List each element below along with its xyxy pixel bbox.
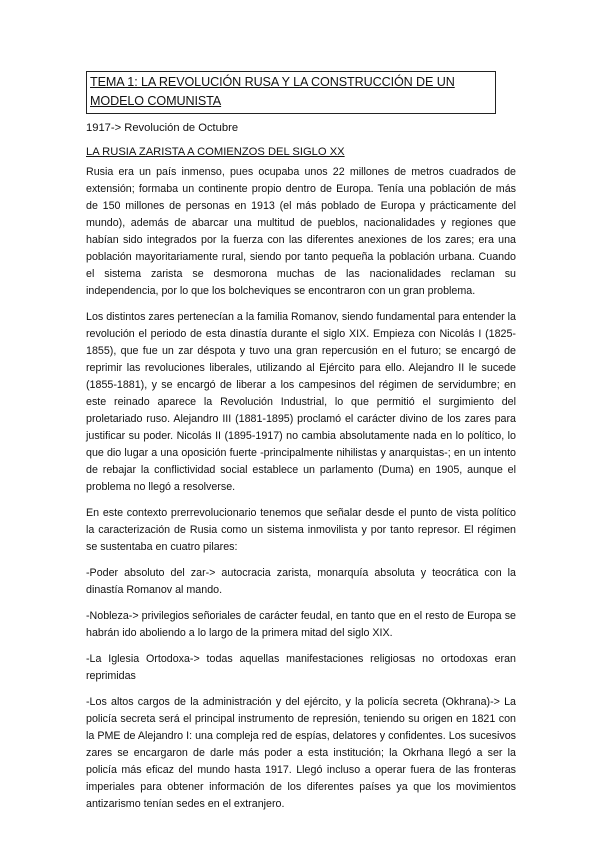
paragraph-3: En este contexto prerrevolucionario tenemos que señalar desde el punto de vista político la caracterización de Rusia como un sistema inmovilista y por tanto represor. El régimen se sustentaba en cuatro pilares:: [86, 507, 516, 553]
document-body: [86, 164, 516, 822]
paragraph-4: -Poder absoluto del zar-> autocracia zarista, monarquía absoluta y teocrática con la dinastía Romanov al mando.: [86, 567, 516, 596]
paragraph-6: -La Iglesia Ortodoxa-> todas aquellas manifestaciones religiosas no ortodoxas eran reprimidas: [86, 653, 516, 682]
document-title-box: [86, 71, 496, 114]
paragraph-1: Rusia era un país inmenso, pues ocupaba unos 22 millones de metros cuadrados de extensión; formaba un continente propio dentro de Europa. Tenía una población de más de 150 millones de personas en 1913 (el más poblado de Europa y prácticamente del mundo), además de abarcar una multitud de pueblos, nacionalidades y regiones que habían sido integrados por la fuerza con las diferentes anexiones de los zares; era una población mayoritariamente rural, siendo por tanto pequeña la población urbana. Cuando el sistema zarista se desmorona muchas de las nacionalidades reclaman su independencia, por lo que los bolcheviques se encontraron con un gran problema.: [86, 166, 516, 297]
paragraph-7: -Los altos cargos de la administración y del ejército, y la policía secreta (Okhrana)-> La policía secreta será el principal instrumento de represión, teniendo su origen en 1821 con la PME de Alejandro I: una compleja red de espías, delatores y confidentes. Los sucesivos zares se encargaron de darle más poder a esta institución; la Okrhana llegó a ser la policía más eficaz del mundo hasta 1917. Llegó incluso a operar fuera de las fronteras imperiales para obtener información de los diferentes países ya que los movimientos antizarismo tenían sedes en el extranjero.: [86, 696, 516, 810]
subtitle: 1917-> Revolución de Octubre: [86, 122, 239, 134]
paragraph-2: Los distintos zares pertenecían a la familia Romanov, siendo fundamental para entender la revolución el periodo de esta dinastía durante el siglo XIX. Empieza con Nicolás I (1825-1855), que fue un zar déspota y tuvo una gran repercusión en el futuro; se encargó de reprimir las revoluciones liberales, utilizando al Ejército para ello. Alejandro II le sucede (1855-1881), y se encargó de liberar a los campesinos del régimen de servidumbre; en este reinado aparece la Revolución Industrial, lo que permitió el surgimiento del proletariado ruso. Alejandro III (1881-1895) proclamó el carácter divino de los zares para justificar su poder. Nicolás II (1895-1917) no cambia absolutamente nada en lo político, lo que dio lugar a una oposición fuerte -principalmente nihilistas y anarquistas-; en un intento de rebajar la conflictividad social establece un parlamento (Duma) en 1905, aunque el problema no llegó a resolverse.: [86, 311, 516, 493]
paragraph-5: -Nobleza-> privilegios señoriales de carácter feudal, en tanto que en el resto de Europa se habrán ido aboliendo a lo largo de la primera mitad del siglo XIX.: [86, 610, 516, 639]
document-title: TEMA 1: LA REVOLUCIÓN RUSA Y LA CONSTRUCCIÓN DE UN MODELO COMUNISTA: [90, 75, 455, 108]
section-heading: LA RUSIA ZARISTA A COMIENZOS DEL SIGLO XX: [86, 146, 345, 158]
